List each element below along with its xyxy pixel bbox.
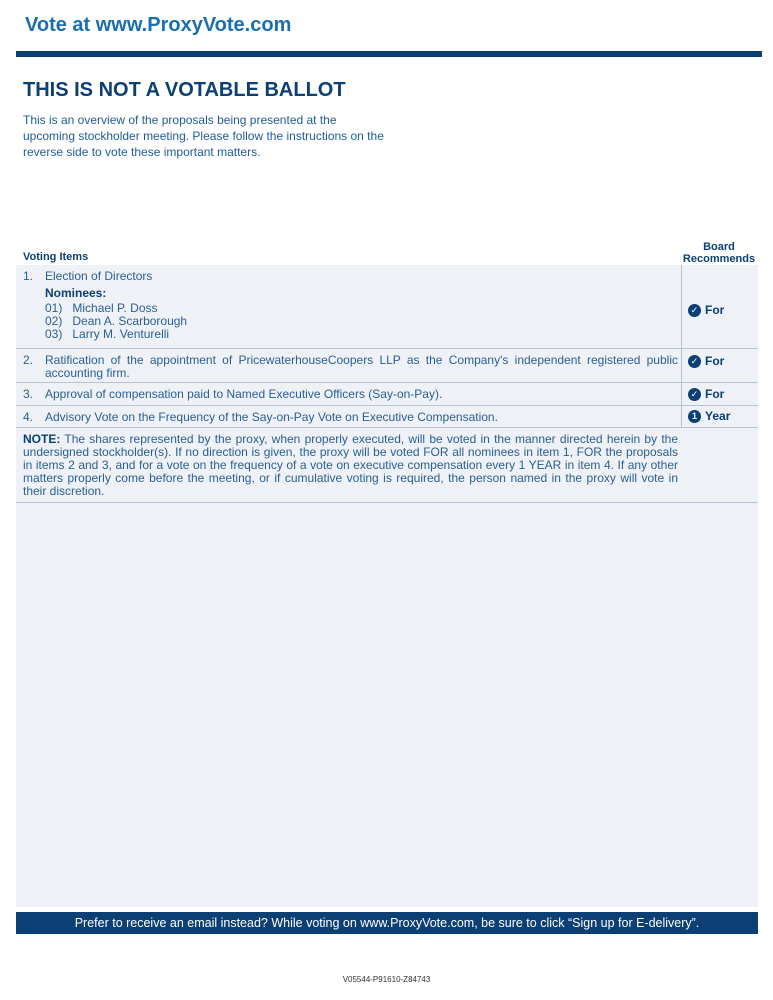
item-description: Ratification of the appointment of PricewaterhouseCoopers LLP as the Company's independent registered public accounting firm. [45, 353, 678, 380]
nominee-item [45, 328, 678, 341]
recommendation-cell [681, 349, 759, 382]
recommendation-cell [681, 265, 759, 348]
voting-item-4-text [23, 411, 678, 424]
nominee-name: Larry M. Venturelli [72, 327, 170, 341]
item-description: Election of Directors [45, 269, 153, 283]
recommendation-cell [681, 406, 759, 427]
voting-item-3-text [23, 388, 678, 401]
item-number: 4. [23, 410, 34, 424]
voting-items-header: Voting Items [23, 251, 89, 263]
voting-item-1-text [23, 270, 678, 341]
edelivery-banner: Prefer to receive an email instead? While voting on www.ProxyVote.com, be sure to click “Sign up for E-delivery”. [16, 912, 758, 934]
note-text: The shares represented by the proxy, when properly executed, will be voted in the manner directed herein by the undersigned stockholder(s). If no direction is given, the proxy will be voted FOR all nominees in item 1, FOR the proposals in items 2 and 3, and for a vote on the frequency of a vote on executive compensation every 1 YEAR in item 4. If any other matters properly come before the meeting, or if cumulative voting is required, the person named in the proxy will vote in their discretion. [23, 432, 679, 498]
voting-item-2-text [23, 354, 678, 380]
recommendation-label: Year [705, 409, 731, 423]
recommendation [688, 303, 724, 317]
recommendation-label: For [705, 354, 725, 368]
nominee-number: 02) [45, 314, 63, 328]
voting-item-1 [16, 265, 758, 349]
proxy-note [23, 433, 678, 498]
recommendation-cell [681, 383, 759, 405]
board-header-line2: Recommends [682, 253, 756, 265]
nominee-name: Michael P. Doss [72, 301, 158, 315]
item-description: Advisory Vote on the Frequency of the Say-on-Pay Vote on Executive Compensation. [45, 410, 498, 424]
voting-item-4 [16, 406, 758, 428]
header-divider [16, 51, 762, 57]
nominee-number: 01) [45, 301, 63, 315]
recommendation-label: For [705, 303, 725, 317]
item-number: 3. [23, 387, 34, 401]
item-number: 1. [23, 269, 34, 283]
voting-item-3 [16, 383, 758, 406]
board-recommends-header [680, 241, 758, 265]
item-number: 2. [23, 353, 34, 367]
site-title[interactable]: Vote at www.ProxyVote.com [25, 14, 292, 36]
page-title: THIS IS NOT A VOTABLE BALLOT [23, 79, 346, 101]
check-icon: ✓ [688, 355, 701, 368]
item-description: Approval of compensation paid to Named Executive Officers (Say-on-Pay). [45, 387, 443, 401]
recommendation [688, 409, 730, 423]
frequency-badge-icon: 1 [688, 410, 701, 423]
nominee-name: Dean A. Scarborough [72, 314, 188, 328]
recommendation-label: For [705, 387, 725, 401]
voting-item-2 [16, 349, 758, 383]
note-label: NOTE: [23, 432, 61, 446]
recommendation [688, 387, 724, 401]
document-code: V05544-P91610-Z84743 [342, 975, 431, 984]
check-icon: ✓ [688, 304, 701, 317]
check-icon: ✓ [688, 388, 701, 401]
note-divider [16, 502, 758, 503]
nominees-label: Nominees: [45, 286, 107, 300]
intro-text: This is an overview of the proposals being presented at the upcoming stockholder meeting. Please follow the instructions on the reverse side to vote these important matters. [23, 113, 384, 159]
nominee-number: 03) [45, 327, 63, 341]
recommendation [688, 354, 724, 368]
board-header-line1: Board [703, 241, 735, 253]
